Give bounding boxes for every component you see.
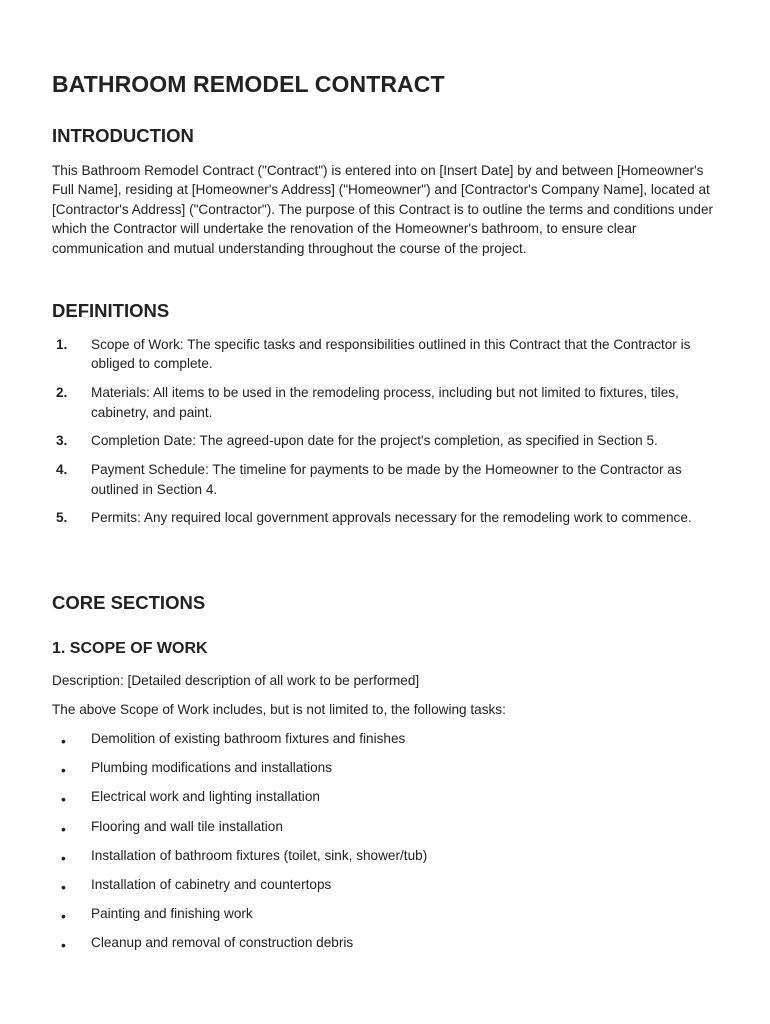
bullet-icon: • bbox=[61, 762, 66, 779]
task-text: Cleanup and removal of construction debris bbox=[91, 935, 354, 951]
task-text: Demolition of existing bathroom fixtures and finishes bbox=[91, 731, 406, 746]
scope-intro: The above Scope of Work includes, but is not limited to, the following tasks: bbox=[52, 702, 506, 717]
definition-item-scope-of-work bbox=[52, 335, 724, 374]
definition-item-permits bbox=[52, 508, 724, 527]
definition-text: Scope of Work: The specific tasks and responsibilities outlined in this Contract that the Contractor is obliged to complete. bbox=[91, 337, 691, 372]
task-list-item bbox=[52, 787, 724, 806]
definition-number: 1. bbox=[56, 337, 68, 352]
introduction-heading: INTRODUCTION bbox=[52, 125, 194, 146]
definition-number: 5. bbox=[56, 510, 68, 526]
definition-text: Permits: Any required local government approvals necessary for the remodeling work to commence. bbox=[91, 510, 692, 526]
definition-number: 2. bbox=[56, 385, 68, 401]
task-text: Flooring and wall tile installation bbox=[91, 818, 283, 834]
bullet-icon: • bbox=[61, 937, 66, 954]
definition-number: 3. bbox=[56, 433, 68, 449]
definition-item-materials bbox=[52, 383, 724, 422]
definition-text: Payment Schedule: The timeline for payments to be made by the Homeowner to the Contractor as outlined in Section 4. bbox=[91, 462, 682, 497]
task-text: Electrical work and lighting installation bbox=[91, 789, 320, 805]
definition-text: Completion Date: The agreed-upon date for the project's completion, as specified in Section 5. bbox=[91, 433, 658, 449]
task-list-item bbox=[52, 904, 724, 923]
scope-of-work-heading: 1. SCOPE OF WORK bbox=[52, 640, 208, 657]
document-title: BATHROOM REMODEL CONTRACT bbox=[52, 71, 445, 97]
bullet-icon: • bbox=[61, 908, 66, 925]
definition-number: 4. bbox=[56, 462, 68, 478]
core-sections-heading: CORE SECTIONS bbox=[52, 592, 206, 613]
task-list-item bbox=[52, 846, 724, 865]
bullet-icon: • bbox=[61, 878, 66, 895]
scope-description: Description: [Detailed description of all work to be performed] bbox=[52, 673, 420, 688]
task-text: Painting and finishing work bbox=[91, 906, 253, 922]
bullet-icon: • bbox=[61, 820, 66, 837]
task-text: Plumbing modifications and installations bbox=[91, 760, 333, 776]
bullet-icon: • bbox=[61, 791, 66, 808]
task-text: Installation of cabinetry and countertops bbox=[91, 876, 332, 892]
bullet-icon: • bbox=[61, 849, 66, 866]
task-list-item bbox=[52, 729, 724, 748]
task-text: Installation of bathroom fixtures (toilet, sink, shower/tub) bbox=[91, 847, 428, 863]
bullet-icon: • bbox=[61, 733, 66, 749]
definitions-list bbox=[52, 335, 724, 537]
task-list-item bbox=[52, 817, 724, 836]
definition-item-payment-schedule bbox=[52, 460, 724, 499]
definition-item-completion-date bbox=[52, 431, 724, 450]
task-list-item bbox=[52, 758, 724, 777]
introduction-text: This Bathroom Remodel Contract ("Contract") is entered into on [Insert Date] by and between [Homeowner's Full Name], residing at [Homeowner's Address] ("Homeowner") and [Contractor's Company Name], located at [Contractor's Address] ("Contractor"). The purpose of this Contract is to outline the terms and conditions under which the Contractor will undertake the renovation of the Homeowner's bathroom, to ensure clear communication and mutual understanding throughout the course of the project. bbox=[52, 163, 714, 256]
definitions-heading: DEFINITIONS bbox=[52, 300, 170, 321]
task-list-item bbox=[52, 875, 724, 894]
task-list-item bbox=[52, 933, 724, 952]
scope-task-list bbox=[52, 729, 724, 963]
definition-text: Materials: All items to be used in the remodeling process, including but not limited to fixtures, tiles, cabinetry, and paint. bbox=[91, 385, 679, 420]
